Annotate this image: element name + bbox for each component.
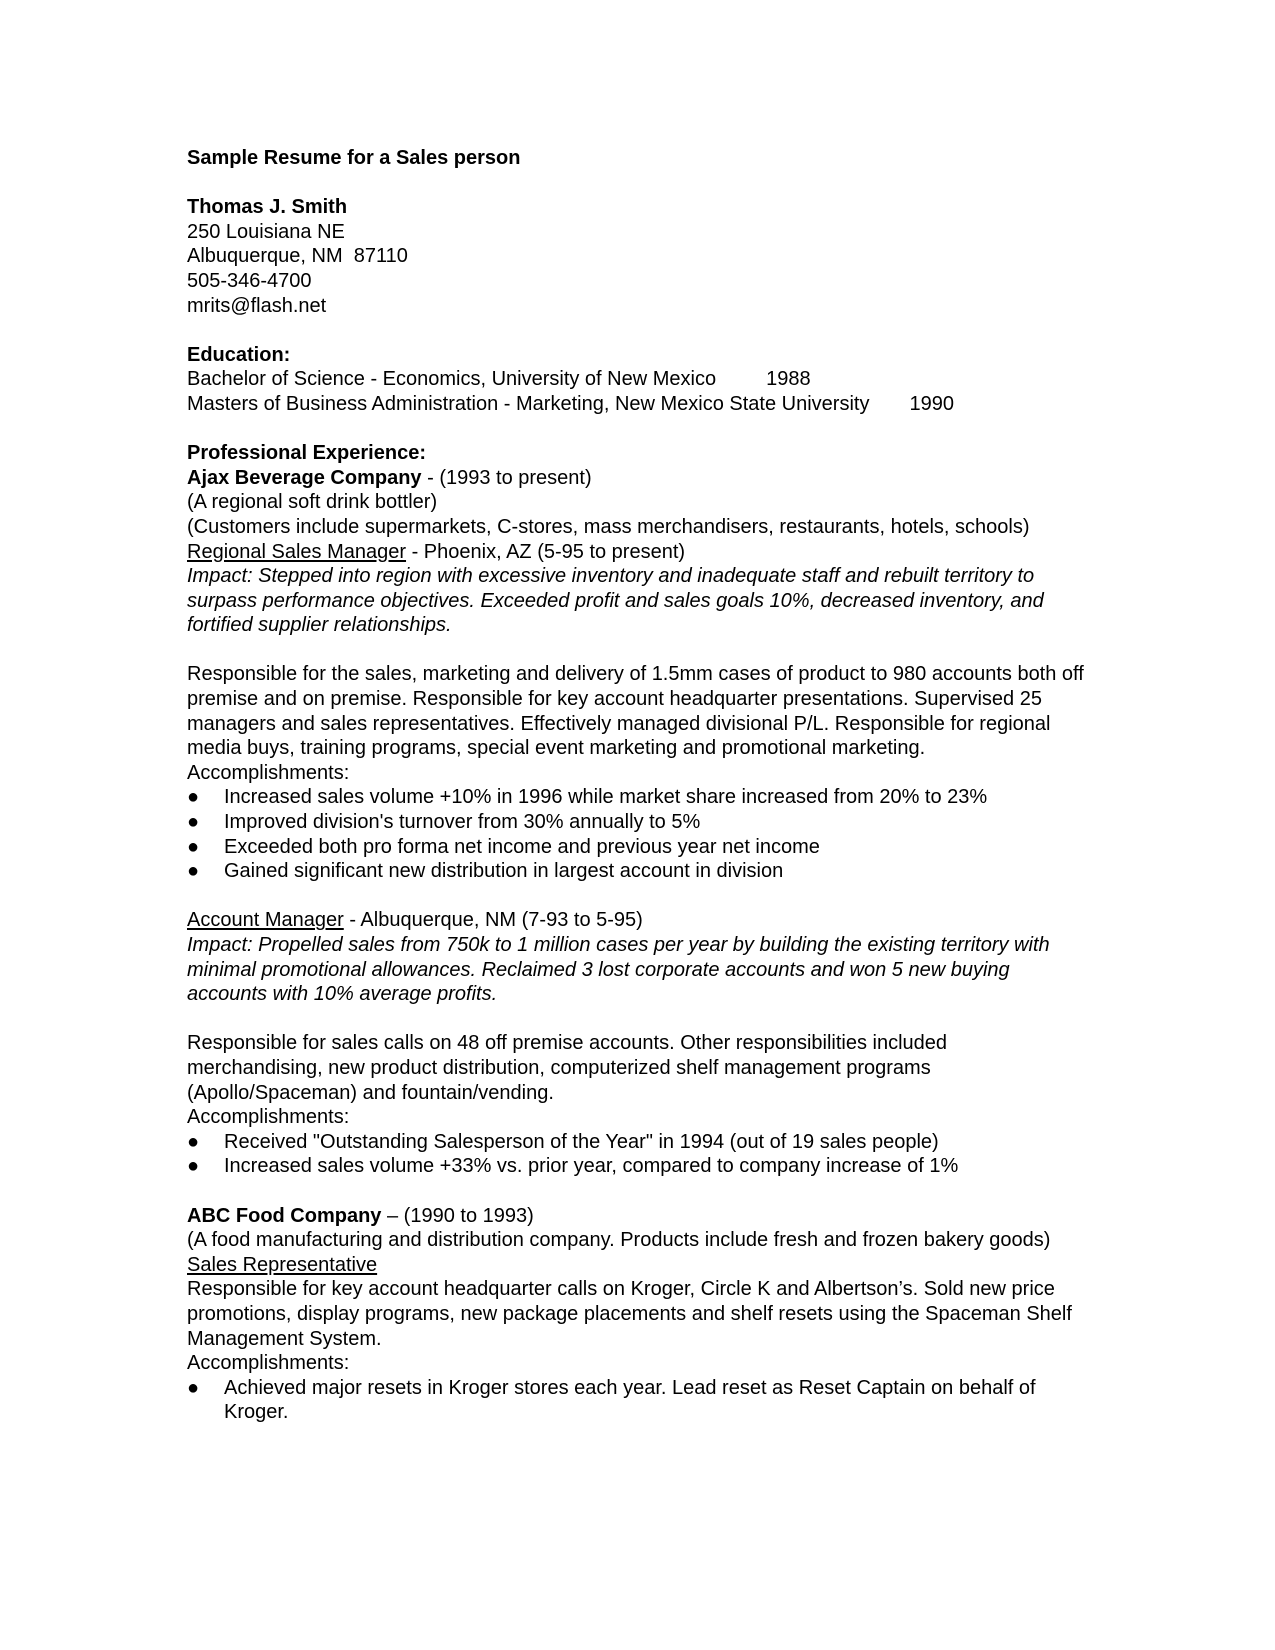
accomplishment-item xyxy=(187,1376,1087,1425)
resume-page xyxy=(187,146,1087,1425)
company-line xyxy=(187,1204,1087,1229)
bullet-icon: ● xyxy=(187,1376,200,1399)
role-impact: Impact: Stepped into region with excessive inventory and inadequate staff and rebuilt territory to surpass performance objectives. Exceeded profit and sales goals 10%, decreased inventory, and fortified supplier relationships. xyxy=(187,565,1044,637)
degree-item xyxy=(187,367,1087,392)
accomplishment-text: Exceeded both pro forma net income and previous year net income xyxy=(224,835,820,858)
accomplishments-label: Accomplishments: xyxy=(187,1106,350,1129)
role-location: - Phoenix, AZ (5-95 to present) xyxy=(406,540,686,563)
bullet-icon: ● xyxy=(187,835,200,858)
spacer xyxy=(187,1179,1087,1204)
role-line xyxy=(187,908,1087,933)
bullet-icon: ● xyxy=(187,786,200,809)
contact-name: Thomas J. Smith xyxy=(187,196,348,219)
company-name: ABC Food Company xyxy=(187,1204,382,1227)
accomplishment-item xyxy=(187,1154,1087,1179)
company-description: (A food manufacturing and distribution company. Products include fresh and frozen bakery goods) xyxy=(187,1229,1051,1252)
role-responsibilities: Responsible for key account headquarter calls on Kroger, Circle K and Albertson’s. Sold new price promotions, display programs, new package placements and shelf resets using the Spaceman Shelf Management System. xyxy=(187,1278,1072,1350)
spacer xyxy=(187,1007,1087,1032)
company-description: (A regional soft drink bottler) xyxy=(187,491,438,514)
contact-address-line1: 250 Louisiana NE xyxy=(187,220,345,243)
role-responsibilities: Responsible for sales calls on 48 off premise accounts. Other responsibilities included merchandising, new product distribution, computerized shelf management programs (Apollo/Spaceman) and fountain/vending. xyxy=(187,1032,948,1104)
accomplishments-label: Accomplishments: xyxy=(187,1352,350,1375)
accomplishment-text: Gained significant new distribution in largest account in division xyxy=(224,860,784,883)
accomplishment-item xyxy=(187,785,1087,810)
role-location: - Albuquerque, NM (7-93 to 5-95) xyxy=(343,909,643,932)
spacer xyxy=(187,638,1087,663)
accomplishment-item xyxy=(187,1130,1087,1155)
role-impact: Impact: Propelled sales from 750k to 1 million cases per year by building the existing territory with minimal promotional allowances. Reclaimed 3 lost corporate accounts and won 5 new buying accounts with 10% average profits. xyxy=(187,934,1050,1006)
company-dates: - (1993 to present) xyxy=(421,466,592,489)
degree-year: 1990 xyxy=(909,392,954,415)
company-line xyxy=(187,466,1087,491)
accomplishment-text: Increased sales volume +33% vs. prior year, compared to company increase of 1% xyxy=(224,1155,959,1178)
role-title: Regional Sales Manager xyxy=(187,540,407,563)
accomplishment-text: Achieved major resets in Kroger stores each year. Lead reset as Reset Captain on behalf of Kroger. xyxy=(224,1376,1036,1424)
bullet-icon: ● xyxy=(187,811,200,834)
degree-year: 1988 xyxy=(766,368,811,391)
spacer xyxy=(187,417,1087,442)
role-line xyxy=(187,540,1087,565)
spacer xyxy=(187,171,1087,196)
role-responsibilities: Responsible for the sales, marketing and delivery of 1.5mm cases of product to 980 accounts both off premise and on premise. Responsible for key account headquarter presentations. Supervised 25 managers and sales representatives. Effectively managed divisional P/L. Responsible for regional media buys, training programs, special event marketing and promotional marketing. xyxy=(187,663,1084,760)
experience-heading: Professional Experience: xyxy=(187,442,426,465)
contact-address-line2: Albuquerque, NM 87110 xyxy=(187,245,408,268)
accomplishment-item xyxy=(187,810,1087,835)
contact-email: mrits@flash.net xyxy=(187,294,327,317)
accomplishment-item xyxy=(187,835,1087,860)
accomplishment-text: Improved division's turnover from 30% annually to 5% xyxy=(224,811,701,834)
spacer xyxy=(187,318,1087,343)
contact-phone: 505-346-4700 xyxy=(187,269,312,292)
accomplishment-item xyxy=(187,859,1087,884)
role-title: Sales Representative xyxy=(187,1253,378,1276)
company-name: Ajax Beverage Company xyxy=(187,466,422,489)
accomplishments-label: Accomplishments: xyxy=(187,761,350,784)
company-customers: (Customers include supermarkets, C-stores, mass merchandisers, restaurants, hotels, schools) xyxy=(187,515,1030,538)
bullet-icon: ● xyxy=(187,1130,200,1153)
degree-text: Masters of Business Administration - Marketing, New Mexico State University xyxy=(187,392,870,415)
education-heading: Education: xyxy=(187,343,291,366)
role-title: Account Manager xyxy=(187,909,344,932)
bullet-icon: ● xyxy=(187,860,200,883)
spacer xyxy=(187,884,1087,909)
company-dates: – (1990 to 1993) xyxy=(381,1204,534,1227)
degree-text: Bachelor of Science - Economics, University of New Mexico xyxy=(187,368,717,391)
degree-item xyxy=(187,392,1087,417)
page-title: Sample Resume for a Sales person xyxy=(187,147,521,169)
accomplishment-text: Received "Outstanding Salesperson of the Year" in 1994 (out of 19 sales people) xyxy=(224,1130,939,1153)
accomplishment-text: Increased sales volume +10% in 1996 while market share increased from 20% to 23% xyxy=(224,786,988,809)
bullet-icon: ● xyxy=(187,1155,200,1178)
